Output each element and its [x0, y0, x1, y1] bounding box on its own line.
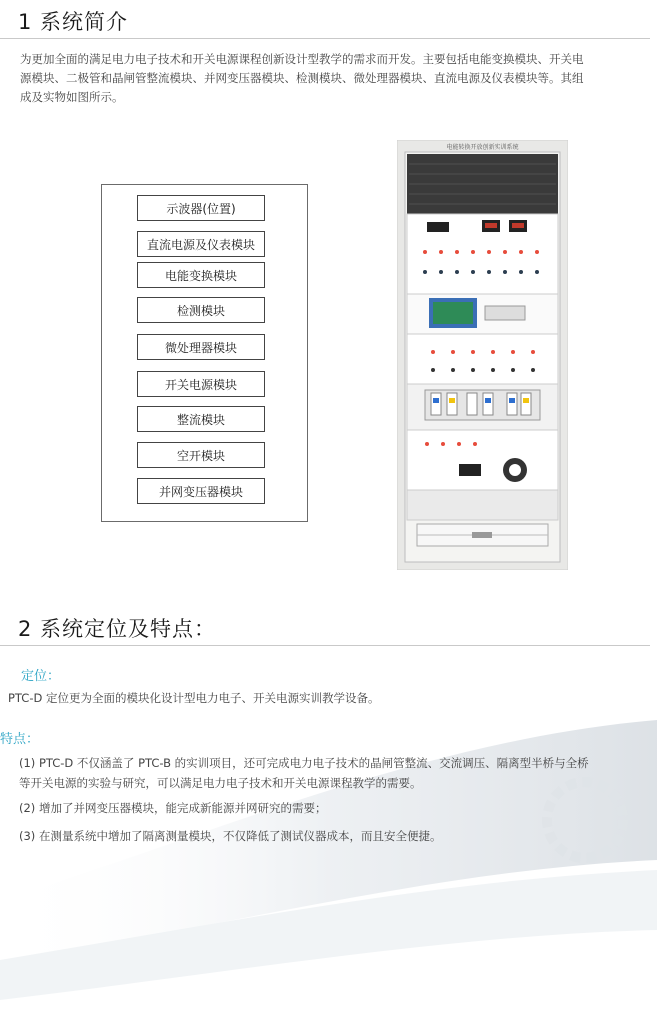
background-swoosh	[0, 700, 657, 1024]
feature-item	[19, 798, 326, 818]
module-box: 空开模块	[137, 442, 265, 468]
module-box: 检测模块	[137, 297, 265, 323]
feature-line: (3) 在测量系统中增加了隔离测量模块，不仅降低了测试仪器成本，而且安全便捷。	[19, 829, 442, 843]
module-box: 整流模块	[137, 406, 265, 432]
positioning-heading: 定位：	[21, 669, 61, 684]
module-box: 微处理器模块	[137, 334, 265, 360]
positioning-text: PTC-D 定位更为全面的模块化设计型电力电子、开关电源实训教学设备。	[8, 691, 380, 705]
module-box: 开关电源模块	[137, 371, 265, 397]
intro-line: 为更加全面的满足电力电子技术和开关电源课程创新设计型教学的需求而开发。主要包括电能变换模块、开关电	[20, 52, 584, 66]
feature-item	[19, 753, 649, 793]
section1-rule	[0, 38, 650, 39]
intro-line: 源模块、二极管和晶闸管整流模块、并网变压器模块、检测模块、微处理器模块、直流电源及仪表模块等。其组	[20, 71, 584, 85]
feature-line: 等开关电源的实验与研究，可以满足电力电子技术和开关电源课程教学的需要。	[19, 776, 422, 790]
cabinet-label: 电能转换开放创新实训系统	[446, 144, 519, 151]
module-box: 电能变换模块	[137, 262, 265, 288]
cabinet-photo	[397, 140, 568, 570]
module-box: 并网变压器模块	[137, 478, 265, 504]
feature-line: (2) 增加了并网变压器模块，能完成新能源并网研究的需要；	[19, 801, 327, 815]
features-heading: 特点：	[0, 732, 40, 747]
module-box: 直流电源及仪表模块	[137, 231, 265, 257]
module-box: 示波器(位置)	[137, 195, 265, 221]
module-diagram	[101, 184, 308, 522]
section2-title: 2 系统定位及特点：	[18, 617, 217, 641]
intro-paragraph	[20, 50, 640, 107]
feature-item	[19, 826, 441, 846]
section2-rule	[0, 645, 650, 646]
intro-line: 成及实物如图所示。	[20, 90, 124, 104]
section1-title: 1 系统简介	[18, 10, 129, 34]
feature-line: (1) PTC-D 不仅涵盖了 PTC-B 的实训项目，还可完成电力电子技术的晶闸管整流、交流调压、隔离型半桥与全桥	[19, 756, 589, 770]
